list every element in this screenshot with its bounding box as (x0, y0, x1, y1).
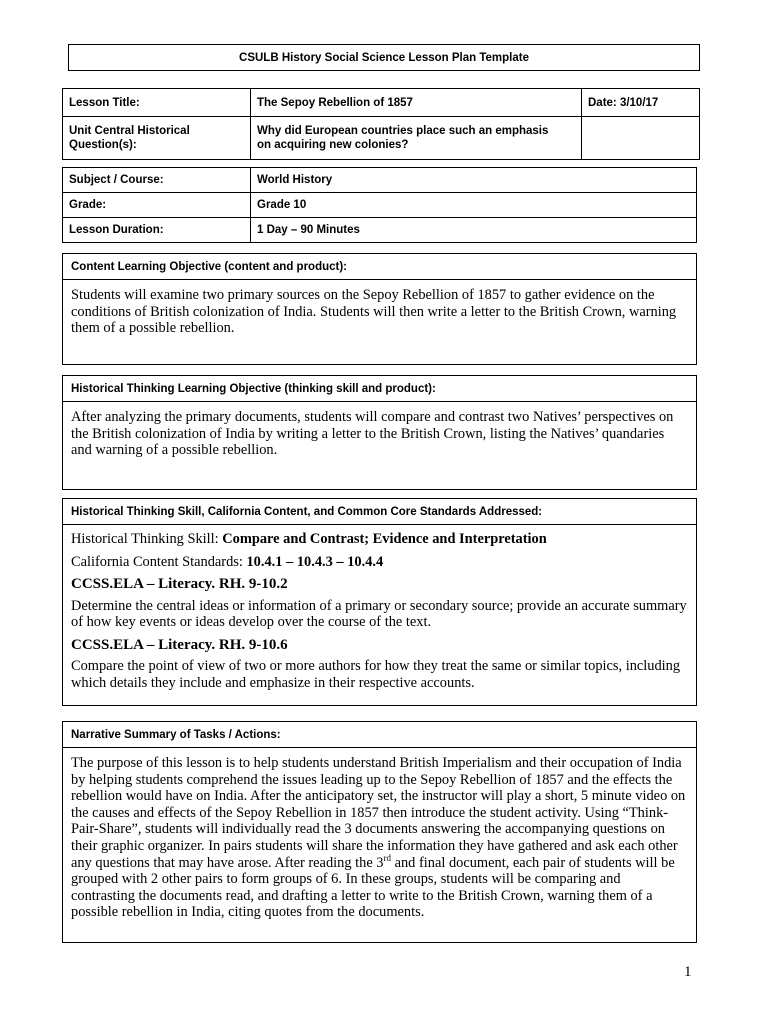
ca-standards-value: 10.4.1 – 10.4.3 – 10.4.4 (246, 553, 384, 570)
content-objective-section (62, 253, 697, 365)
subject-label: Subject / Course: (63, 168, 251, 193)
page-title: CSULB History Social Science Lesson Plan Template (239, 51, 529, 64)
ccss-standard-2-text: Compare the point of view of two or more authors for how they treat the same or similar topics, including which details they include and emphasize in their respective accounts. (71, 658, 681, 691)
ca-standards-label: California Content Standards: (71, 553, 247, 570)
subject-value: World History (251, 168, 697, 193)
thinking-objective-section (62, 375, 697, 490)
narrative-section (62, 721, 697, 943)
narrative-header: Narrative Summary of Tasks / Actions: (63, 722, 696, 748)
lesson-date: Date: 3/10/17 (582, 89, 700, 117)
narrative-text: The purpose of this lesson is to help students understand British Imperialism and their occupation of India by helping students comprehend the issues leading up to the Sepoy Rebellion of 1857 and the effects the rebellion would have on India. After the anticipatory set, the instructor will play a short, 5 minute video on the causes and effects of the Sepoy Rebellion in 1857 then introduce the student activity. Using “Think-Pair-Share”, students will individually read the 3 documents answering the accompanying questions on their graphic organizer. In pairs students will share the information they have gathered and ask each other any questions that may have arose. After reading the 3rd and final document, each pair of students will be grouped with 2 other pairs to form groups of 6. In these groups, students will be comparing and contrasting the documents read, and drafting a letter to write to the British Crown, warning them of a possible rebellion in India, citing quotes from the documents. (71, 755, 686, 921)
thinking-skill-value: Compare and Contrast; Evidence and Interpretation (222, 531, 547, 547)
content-objective-text: Students will examine two primary sources on the Sepoy Rebellion of 1857 to gather evidence on the conditions of British colonization of India. Students will then write a letter to the British Crown, warning them of a possible rebellion. (71, 287, 677, 336)
page-number: 1 (684, 964, 692, 980)
thinking-skill-line (71, 531, 688, 548)
lesson-info-table (62, 88, 700, 160)
thinking-objective-header: Historical Thinking Learning Objective (thinking skill and product): (63, 376, 696, 402)
grade-label: Grade: (63, 193, 251, 218)
grade-value: Grade 10 (251, 193, 697, 218)
thinking-skill-label: Historical Thinking Skill: (71, 531, 223, 547)
lesson-title-value: The Sepoy Rebellion of 1857 (251, 89, 582, 117)
ccss-standard-2-title: CCSS.ELA – Literacy. RH. 9-10.6 (71, 636, 288, 653)
ccss-standard-1-title: CCSS.ELA – Literacy. RH. 9-10.2 (71, 576, 288, 592)
duration-label: Lesson Duration: (63, 218, 251, 243)
duration-value: 1 Day – 90 Minutes (251, 218, 697, 243)
question-label: Unit Central Historical Question(s): (63, 117, 251, 160)
content-objective-header: Content Learning Objective (content and product): (63, 254, 696, 280)
title-box (68, 44, 700, 71)
question-value: Why did European countries place such an emphasis on acquiring new colonies? (251, 117, 582, 160)
course-table (62, 167, 697, 243)
standards-header: Historical Thinking Skill, California Content, and Common Core Standards Addressed: (63, 499, 696, 525)
lesson-title-label: Lesson Title: (63, 89, 251, 117)
ccss-standard-1-text: Determine the central ideas or information of a primary or secondary source; provide an accurate summary of how key events or ideas develop over the course of the text. (71, 597, 687, 630)
question-empty-cell (582, 117, 700, 160)
thinking-objective-text: After analyzing the primary documents, students will compare and contrast two Natives’ perspectives on the British colonization of India by writing a letter to the British Crown, listing the Natives’ quandaries and warning of a possible rebellion. (71, 409, 674, 458)
ca-standards-line (71, 554, 688, 571)
standards-section (62, 498, 697, 706)
